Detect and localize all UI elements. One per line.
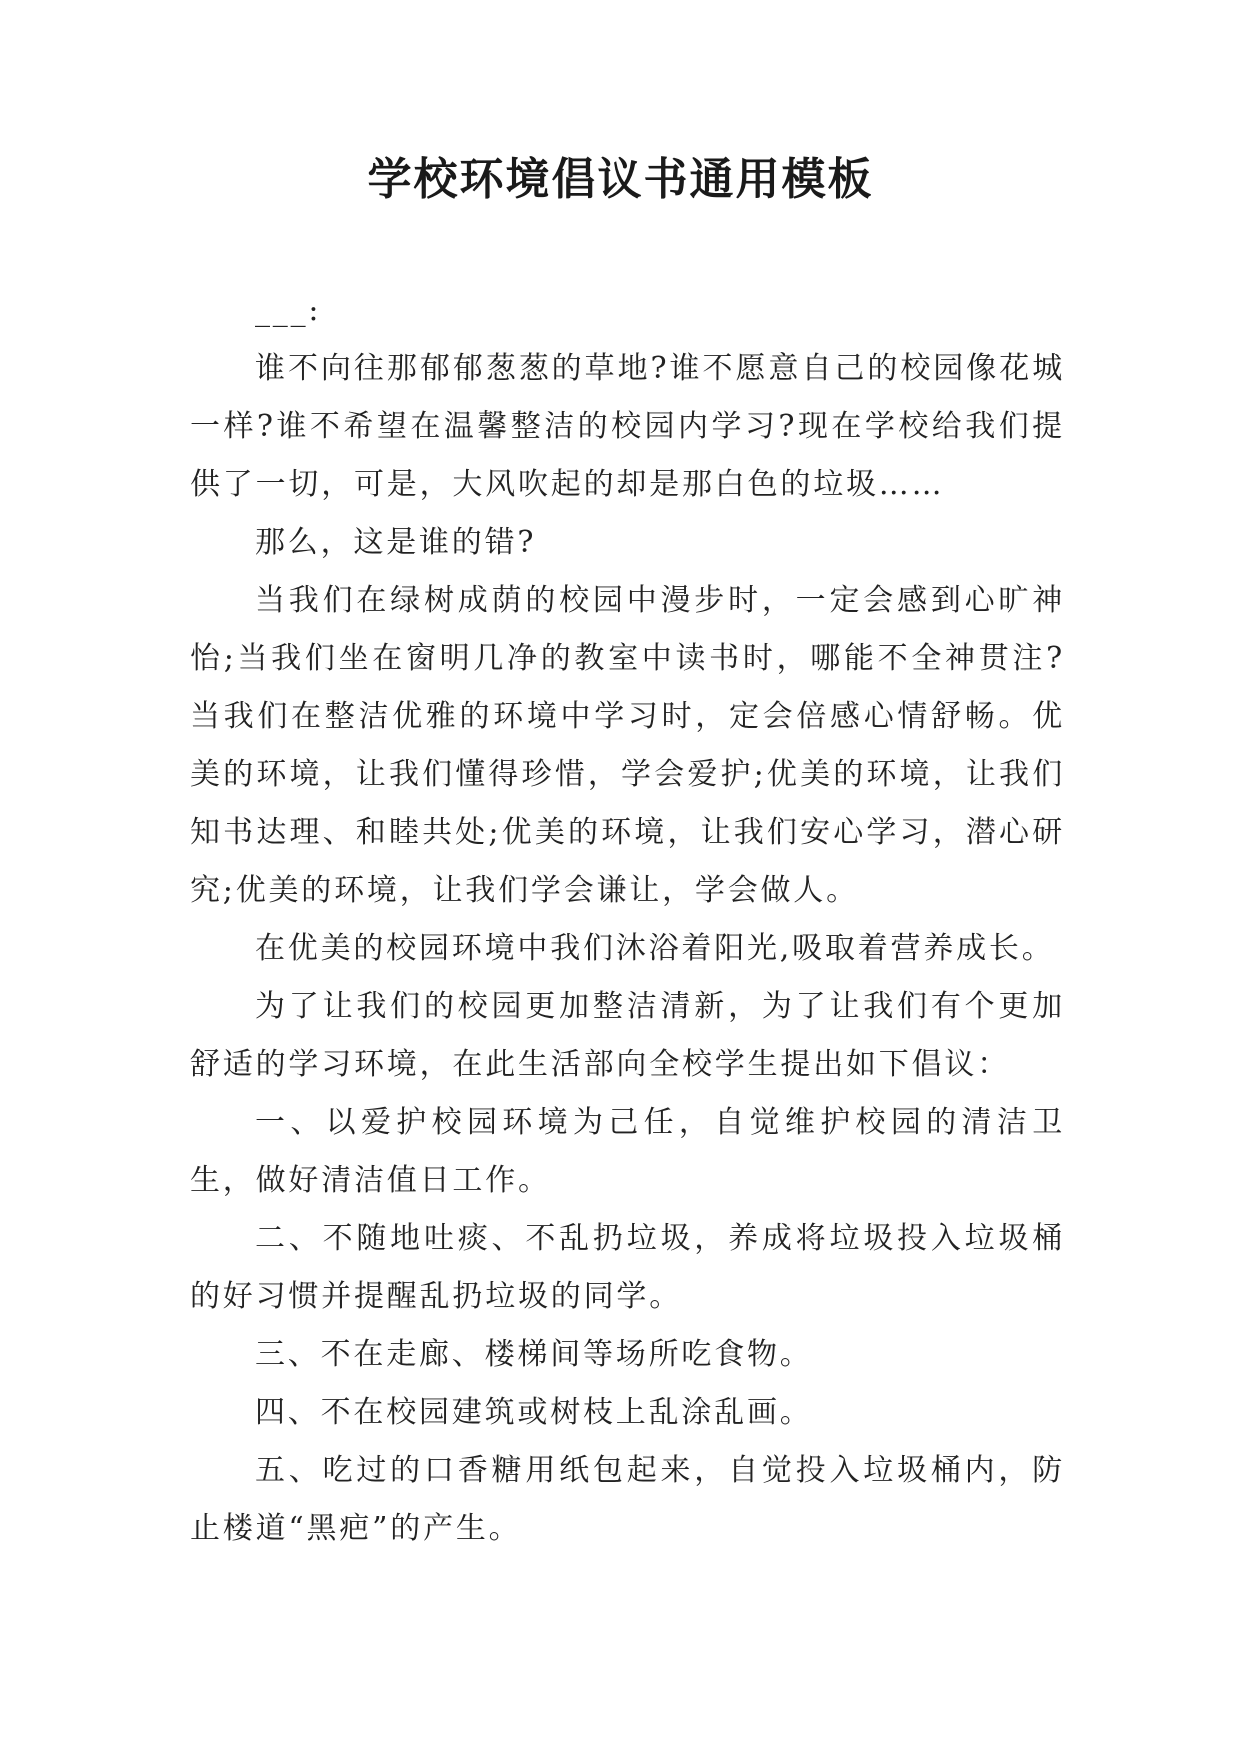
proposal-item-1: 一、以爱护校园环境为己任，自觉维护校园的清洁卫生，做好清洁值日工作。 [190,1105,1065,1198]
paragraph-environment: 当我们在绿树成荫的校园中漫步时，一定会感到心旷神怡;当我们坐在窗明几净的教室中读书时，哪能不全神贯注?当我们在整洁优雅的环境中学习时，定会倍感心情舒畅。优美的环境，让我们懂得珍惜，学会爱护;优美的环境，让我们知书达理、和睦共处;优美的环境，让我们安心学习，潜心研究;优美的环境，让我们学会谦让，学会做人。 [190,583,1065,908]
paragraph-sunshine: 在优美的校园环境中我们沐浴着阳光,吸取着营养成长。 [255,931,1055,966]
paragraph-proposal-intro: 为了让我们的校园更加整洁清新，为了让我们有个更加舒适的学习环境，在此生活部向全校学生提出如下倡议： [190,989,1065,1082]
salutation: ___: [255,293,322,328]
paragraph-question: 那么，这是谁的错? [255,525,537,560]
proposal-item-2: 二、不随地吐痰、不乱扔垃圾，养成将垃圾投入垃圾桶的好习惯并提醒乱扔垃圾的同学。 [190,1221,1065,1314]
document-body [190,282,1065,1558]
document-title: 学校环境倡议书通用模板 [367,154,874,205]
proposal-item-5: 五、吃过的口香糖用纸包起来，自觉投入垃圾桶内，防止楼道“黑疤”的产生。 [190,1453,1065,1546]
proposal-item-3: 三、不在走廊、楼梯间等场所吃食物。 [255,1337,813,1372]
proposal-item-4: 四、不在校园建筑或树枝上乱涂乱画。 [255,1395,813,1430]
paragraph-intro: 谁不向往那郁郁葱葱的草地?谁不愿意自己的校园像花城一样?谁不希望在温馨整洁的校园内学习?现在学校给我们提供了一切，可是，大风吹起的却是那白色的垃圾…… [190,351,1065,502]
